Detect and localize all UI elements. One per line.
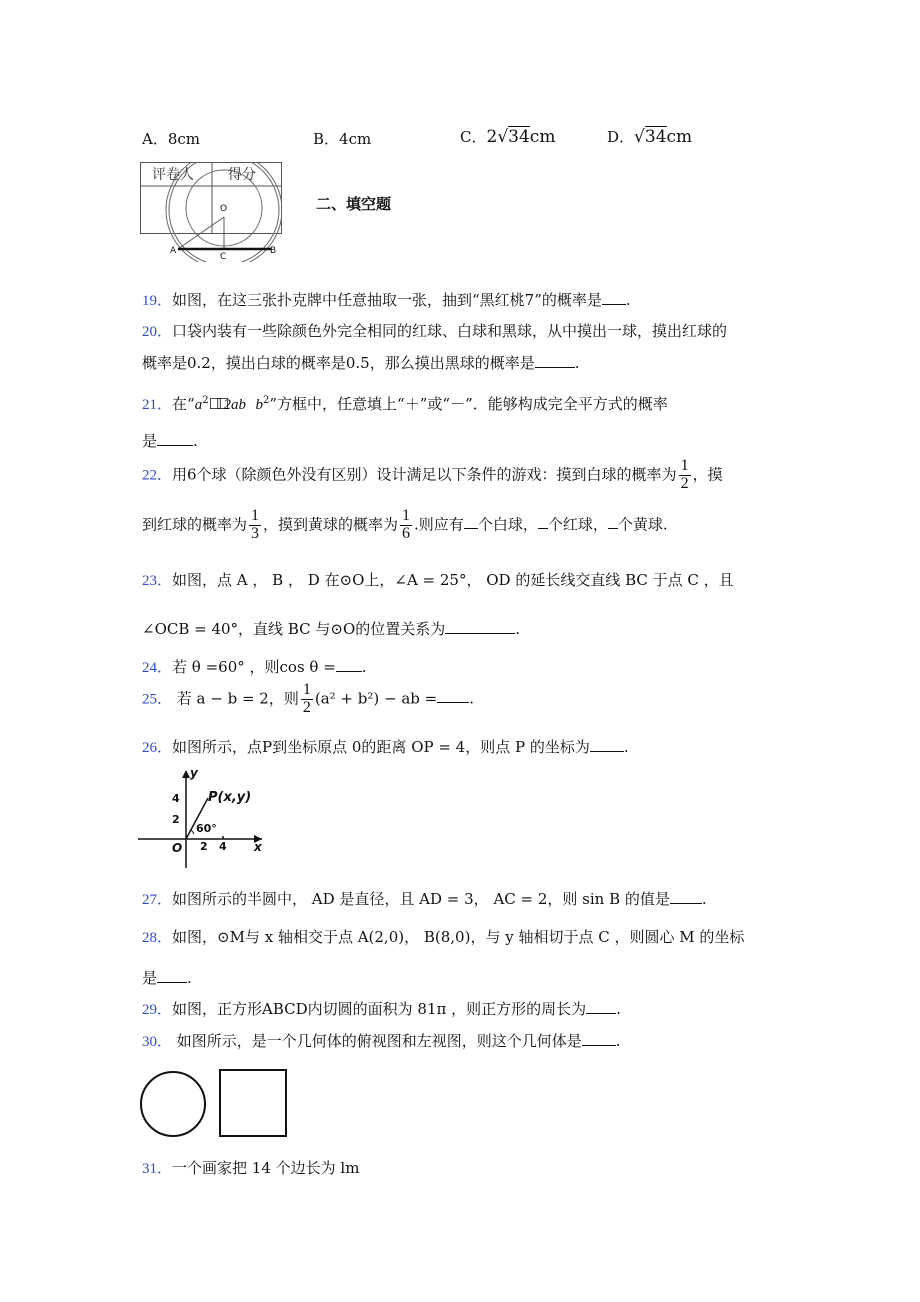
label-a: A xyxy=(170,246,177,256)
question-22-line2: 到红球的概率为 $\frac{1}{3}$ ，摸到黄球的概率为 $\frac{1}{6}$ .则应有 个白球， 个红球， 个黄球. xyxy=(142,507,668,542)
question-26: 26．如图所示，点P到坐标原点 0的距离 OP = 4，则点 P 的坐标为 . xyxy=(142,738,629,756)
question-31: 31．一个画家把 14 个边长为 lm xyxy=(142,1159,360,1177)
question-19: 19．如图，在这三张扑克牌中任意抽取一张，抽到“黑红桃7”的概率是 . xyxy=(142,291,631,309)
y-tick-4: 4 xyxy=(172,792,180,805)
question-22: 22．用6个球（除颜色外没有区别）设计满足以下条件的游戏：摸到白球的概率为 $\frac{1}{2}$ ，摸 xyxy=(142,457,723,492)
question-21: 21．在“$a^2☐☐2ab$ $b^2$”方框中，任意填上“＋”或“－”．能够构成完全平方式的概率 xyxy=(142,395,668,413)
question-23: 23．如图，点 A ， B ， D 在⊙O上，∠A = 25°， OD 的延长线交直线 BC 于点 C ，且 xyxy=(142,571,734,589)
question-23-line2: ∠OCB = 40°，直线 BC 与⊙O的位置关系为 . xyxy=(142,620,521,638)
question-21-line2: 是 . xyxy=(142,432,198,450)
top-view-circle xyxy=(141,1072,205,1136)
option-d: D．√34cm xyxy=(607,127,693,147)
point-p-label: P(x,y) xyxy=(208,790,252,805)
label-c: C xyxy=(220,252,227,262)
section-title: 二、填空题 xyxy=(316,195,392,213)
label-b: B xyxy=(270,246,277,256)
question-25: 25． 若 a − b = 2，则 $\frac{1}{2}$ (a² + b²) − ab = . xyxy=(142,681,475,716)
question-28-line2: 是 . xyxy=(142,969,192,987)
option-c: C．2√34cm xyxy=(460,127,556,147)
score-header: 得分 xyxy=(228,167,256,183)
side-view-square xyxy=(220,1070,286,1136)
fraction-sixth: $\frac{1}{6}$ xyxy=(402,507,411,542)
question-27: 27．如图所示的半圆中， AD 是直径，且 AD = 3， AC = 2，则 sin B 的值是 . xyxy=(142,890,707,908)
label-o: O xyxy=(220,204,228,214)
reviewer-header: 评卷人 xyxy=(152,167,194,183)
option-a: A．8cm xyxy=(142,130,201,148)
question-24: 24．若 θ =60° ，则cos θ = . xyxy=(142,658,367,676)
option-b: B．4cm xyxy=(313,130,372,148)
question-20-line2: 概率是0.2，摸出白球的概率是0.5，那么摸出黑球的概率是 . xyxy=(142,354,580,372)
views-figure xyxy=(140,1068,290,1140)
y-axis-label: y xyxy=(190,766,198,780)
x-axis-label: x xyxy=(254,840,262,854)
fraction-half: $\frac{1}{2}$ xyxy=(680,457,689,492)
question-30: 30． 如图所示，是一个几何体的俯视图和左视图，则这个几何体是 . xyxy=(142,1032,621,1050)
y-tick-2: 2 xyxy=(172,813,180,826)
origin-label: O xyxy=(172,841,183,855)
score-table-figure xyxy=(140,162,282,262)
coordinate-figure xyxy=(138,768,266,868)
x-tick-2: 2 xyxy=(200,840,208,853)
question-28: 28．如图，⊙M与 x 轴相交于点 A(2,0)， B(8,0)，与 y 轴相切于点 C ，则圆心 M 的坐标 xyxy=(142,928,745,946)
coordinate-axes xyxy=(138,768,266,868)
x-tick-4: 4 xyxy=(219,840,227,853)
fraction-third: $\frac{1}{3}$ xyxy=(251,507,260,542)
question-29: 29．如图，正方形ABCD内切圆的面积为 81π ，则正方形的周长为 . xyxy=(142,1000,621,1018)
question-20: 20．口袋内装有一些除颜色外完全相同的红球、白球和黑球，从中摸出一球，摸出红球的 xyxy=(142,322,728,340)
angle-label: 60° xyxy=(196,822,217,835)
fraction-half: $\frac{1}{2}$ xyxy=(302,681,311,716)
